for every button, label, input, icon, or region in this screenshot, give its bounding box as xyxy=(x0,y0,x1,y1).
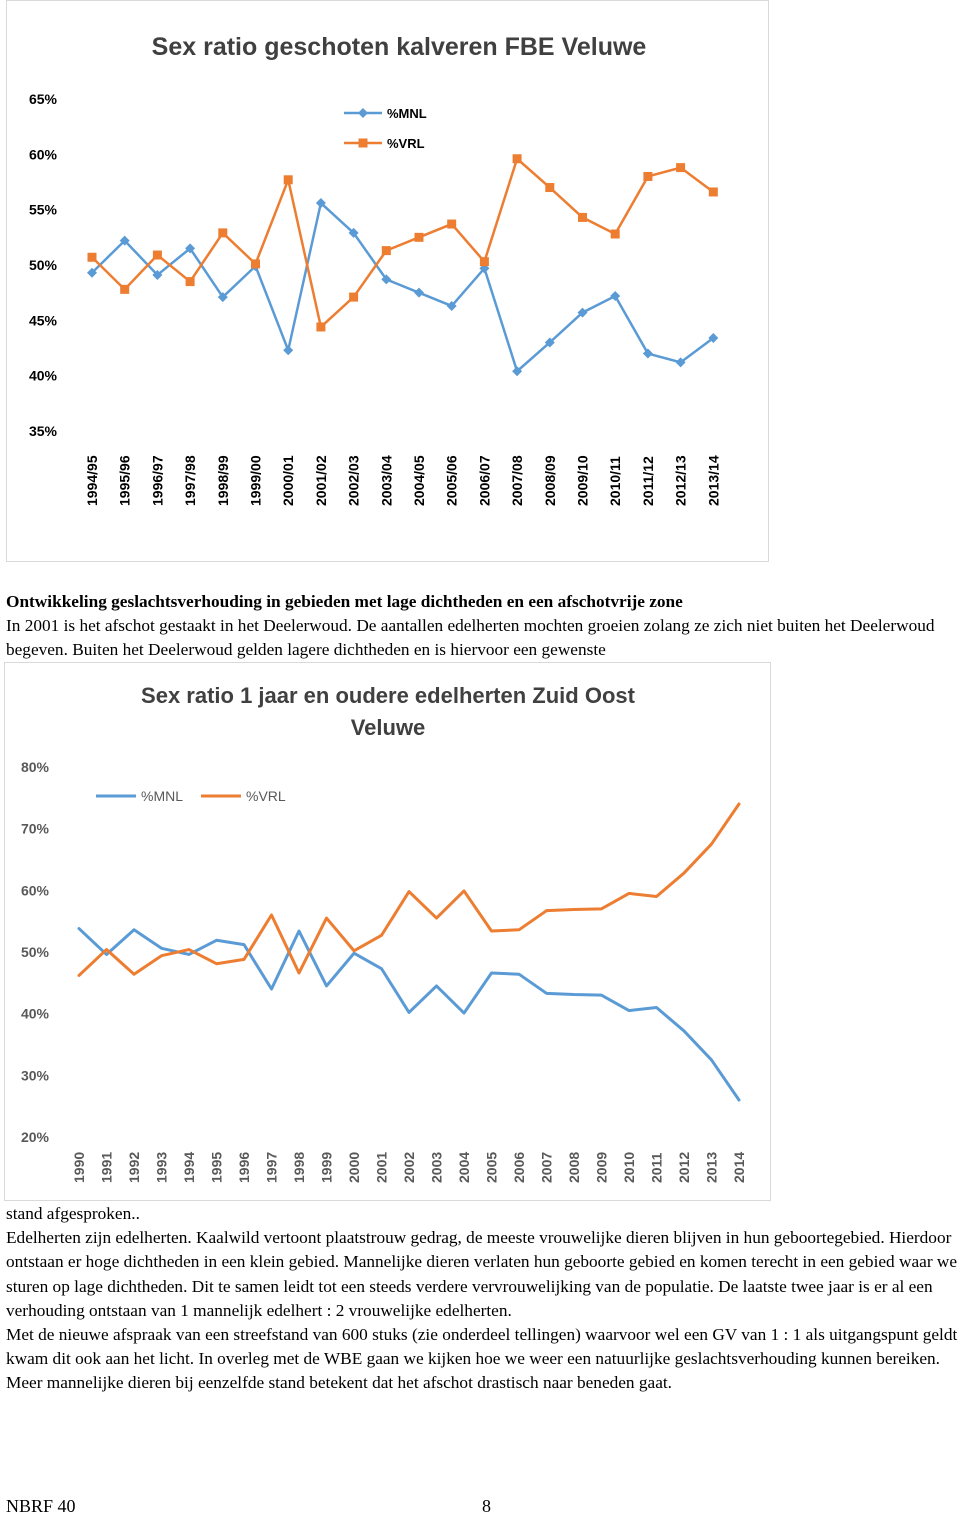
y-tick-label: 50% xyxy=(20,944,49,960)
x-tick-label: 2012 xyxy=(676,1151,692,1183)
x-tick-label: 1994/95 xyxy=(84,455,100,506)
data-point xyxy=(513,154,522,163)
chart-calves xyxy=(6,0,769,562)
data-point xyxy=(218,228,227,237)
series-line-%MNL xyxy=(92,203,713,371)
y-tick-label: 35% xyxy=(28,423,57,439)
series-line-%MNL xyxy=(79,929,739,1100)
chart-adults-svg xyxy=(5,663,770,1200)
data-point xyxy=(349,293,358,302)
data-point xyxy=(284,175,293,184)
x-tick-label: 2006 xyxy=(511,1151,527,1183)
y-tick-label: 40% xyxy=(28,367,57,384)
chart-title-line-2: Veluwe xyxy=(350,715,426,740)
data-point xyxy=(186,277,195,286)
data-point xyxy=(643,172,652,181)
x-tick-label: 2003/04 xyxy=(378,455,395,506)
data-point xyxy=(120,285,129,294)
data-point xyxy=(316,322,325,331)
x-tick-label: 2001 xyxy=(373,1151,390,1183)
text-section-1 xyxy=(6,590,960,663)
y-tick-label: 55% xyxy=(28,201,57,218)
data-point xyxy=(611,230,620,239)
data-point xyxy=(382,246,391,255)
legend-label: %VRL xyxy=(387,136,425,151)
x-tick-label: 2002 xyxy=(401,1151,417,1183)
x-tick-label: 2002/03 xyxy=(345,455,362,506)
x-tick-label: 2009 xyxy=(593,1151,610,1183)
data-point xyxy=(88,253,97,262)
x-tick-label: 1996 xyxy=(236,1151,252,1183)
data-point xyxy=(676,163,685,172)
x-tick-label: 1999 xyxy=(318,1151,335,1183)
data-point xyxy=(283,345,293,355)
legend-label: %MNL xyxy=(387,106,427,121)
x-tick-label: 1991 xyxy=(98,1151,115,1183)
paragraph-4: Met de nieuwe afspraak van een streefstand van 600 stuks (zie onderdeel tellingen) waarvoor wel een GV van 1 : 1 als uitgangspunt geldt kwam dit ook aan het licht. In overleg met de WBE gaan we kijken hoe we weer een natuurlijke geslachtsverhouding kunnen bereiken. Meer mannelijke dieren bij eenzelfde stand betekent dat het afschot drastisch naar beneden gaat. xyxy=(6,1325,958,1393)
footer-left: NBRF 40 xyxy=(6,1496,76,1516)
x-tick-label: 2004/05 xyxy=(411,455,427,506)
x-tick-label: 2010 xyxy=(621,1151,637,1183)
x-tick-label: 2006/07 xyxy=(476,455,493,506)
chart-title-line-1: Sex ratio 1 jaar en oudere edelherten Zuid Oost xyxy=(141,683,635,708)
series-line-%VRL xyxy=(79,804,739,975)
x-tick-label: 1993 xyxy=(153,1151,170,1183)
paragraph-3: Edelherten zijn edelherten. Kaalwild vertoont plaatstrouw gedrag, de meeste vrouwelijke dieren blijven in hun geboortegebied. Hierdoor ontstaan er hoge dichtheden in een klein gebied. Mannelijke dieren verlaten hun geboorte gebied en komen terecht in een gebied waar we sturen op lage dichtheden. Dit te samen leidt tot een steeds verdere vervrouwelijking van de populatie. De laatste twee jaar is er al een verhouding ontstaan van 1 mannelijk edelhert : 2 vrouwelijke edelherten. xyxy=(6,1228,958,1320)
x-tick-label: 1995/96 xyxy=(116,455,133,506)
x-tick-label: 2005 xyxy=(483,1151,500,1183)
x-tick-label: 1998 xyxy=(291,1151,307,1183)
data-point xyxy=(153,251,162,260)
x-tick-label: 2014 xyxy=(731,1151,747,1183)
chart-adults xyxy=(4,662,771,1201)
y-tick-label: 40% xyxy=(20,1005,49,1022)
x-tick-label: 2000/01 xyxy=(280,455,297,506)
x-tick-label: 2011 xyxy=(648,1152,665,1183)
data-point xyxy=(251,259,260,268)
x-tick-label: 1997/98 xyxy=(182,455,199,506)
x-tick-label: 2008 xyxy=(566,1151,582,1183)
data-point xyxy=(643,349,653,359)
x-tick-label: 1990 xyxy=(71,1151,87,1183)
data-point xyxy=(447,220,456,229)
legend-marker xyxy=(358,108,368,118)
y-tick-label: 60% xyxy=(28,146,57,163)
x-tick-label: 2007/08 xyxy=(509,455,526,506)
x-tick-label: 2003 xyxy=(428,1151,445,1183)
x-tick-label: 2010/11 xyxy=(607,456,624,506)
x-tick-label: 1997 xyxy=(263,1151,280,1183)
y-tick-label: 30% xyxy=(20,1067,49,1084)
x-tick-label: 2011/12 xyxy=(639,456,656,506)
x-tick-label: 2009/10 xyxy=(574,455,591,506)
data-point xyxy=(610,291,620,301)
legend-label: %VRL xyxy=(246,788,286,804)
y-tick-label: 70% xyxy=(20,820,49,837)
data-point xyxy=(414,288,424,298)
x-tick-label: 1995 xyxy=(208,1151,225,1183)
legend-marker xyxy=(359,139,368,148)
y-tick-label: 45% xyxy=(28,312,57,329)
x-tick-label: 1999/00 xyxy=(247,455,264,506)
x-tick-label: 1994 xyxy=(181,1151,197,1183)
legend-label: %MNL xyxy=(141,788,184,804)
x-tick-label: 2005/06 xyxy=(443,455,460,506)
series-line-%VRL xyxy=(92,159,713,327)
data-point xyxy=(709,187,718,196)
x-tick-label: 1998/99 xyxy=(214,455,231,506)
x-tick-label: 2007 xyxy=(538,1151,555,1183)
x-tick-label: 1996/97 xyxy=(149,455,166,506)
x-tick-label: 2013/14 xyxy=(705,455,722,506)
x-tick-label: 2004 xyxy=(456,1151,472,1183)
chart-calves-svg xyxy=(7,1,768,561)
text-section-2 xyxy=(6,1202,960,1396)
data-point xyxy=(578,213,587,222)
x-tick-label: 1992 xyxy=(126,1151,142,1183)
y-tick-label: 50% xyxy=(28,257,57,273)
footer-page-number: 8 xyxy=(482,1496,491,1516)
data-point xyxy=(415,233,424,242)
chart-title: Sex ratio geschoten kalveren FBE Veluwe xyxy=(151,33,647,61)
x-tick-label: 2013 xyxy=(703,1151,720,1183)
y-tick-label: 20% xyxy=(20,1129,49,1145)
x-tick-label: 2000 xyxy=(346,1151,362,1183)
y-tick-label: 60% xyxy=(20,882,49,899)
section-heading: Ontwikkeling geslachtsverhouding in gebieden met lage dichtheden en een afschotvrije zone xyxy=(6,592,683,611)
paragraph-2: stand afgesproken.. xyxy=(6,1204,140,1223)
x-tick-label: 2001/02 xyxy=(312,455,329,506)
data-point xyxy=(545,183,554,192)
y-tick-label: 65% xyxy=(28,91,57,107)
x-tick-label: 2008/09 xyxy=(541,455,558,506)
y-tick-label: 80% xyxy=(20,759,49,775)
paragraph-1: In 2001 is het afschot gestaakt in het Deelerwoud. De aantallen edelherten mochten groeien zolang ze zich niet buiten het Deelerwoud begeven. Buiten het Deelerwoud gelden lagere dichtheden en is hiervoor een gewenste xyxy=(6,616,935,660)
x-tick-label: 2012/13 xyxy=(672,455,689,506)
data-point xyxy=(480,257,489,266)
